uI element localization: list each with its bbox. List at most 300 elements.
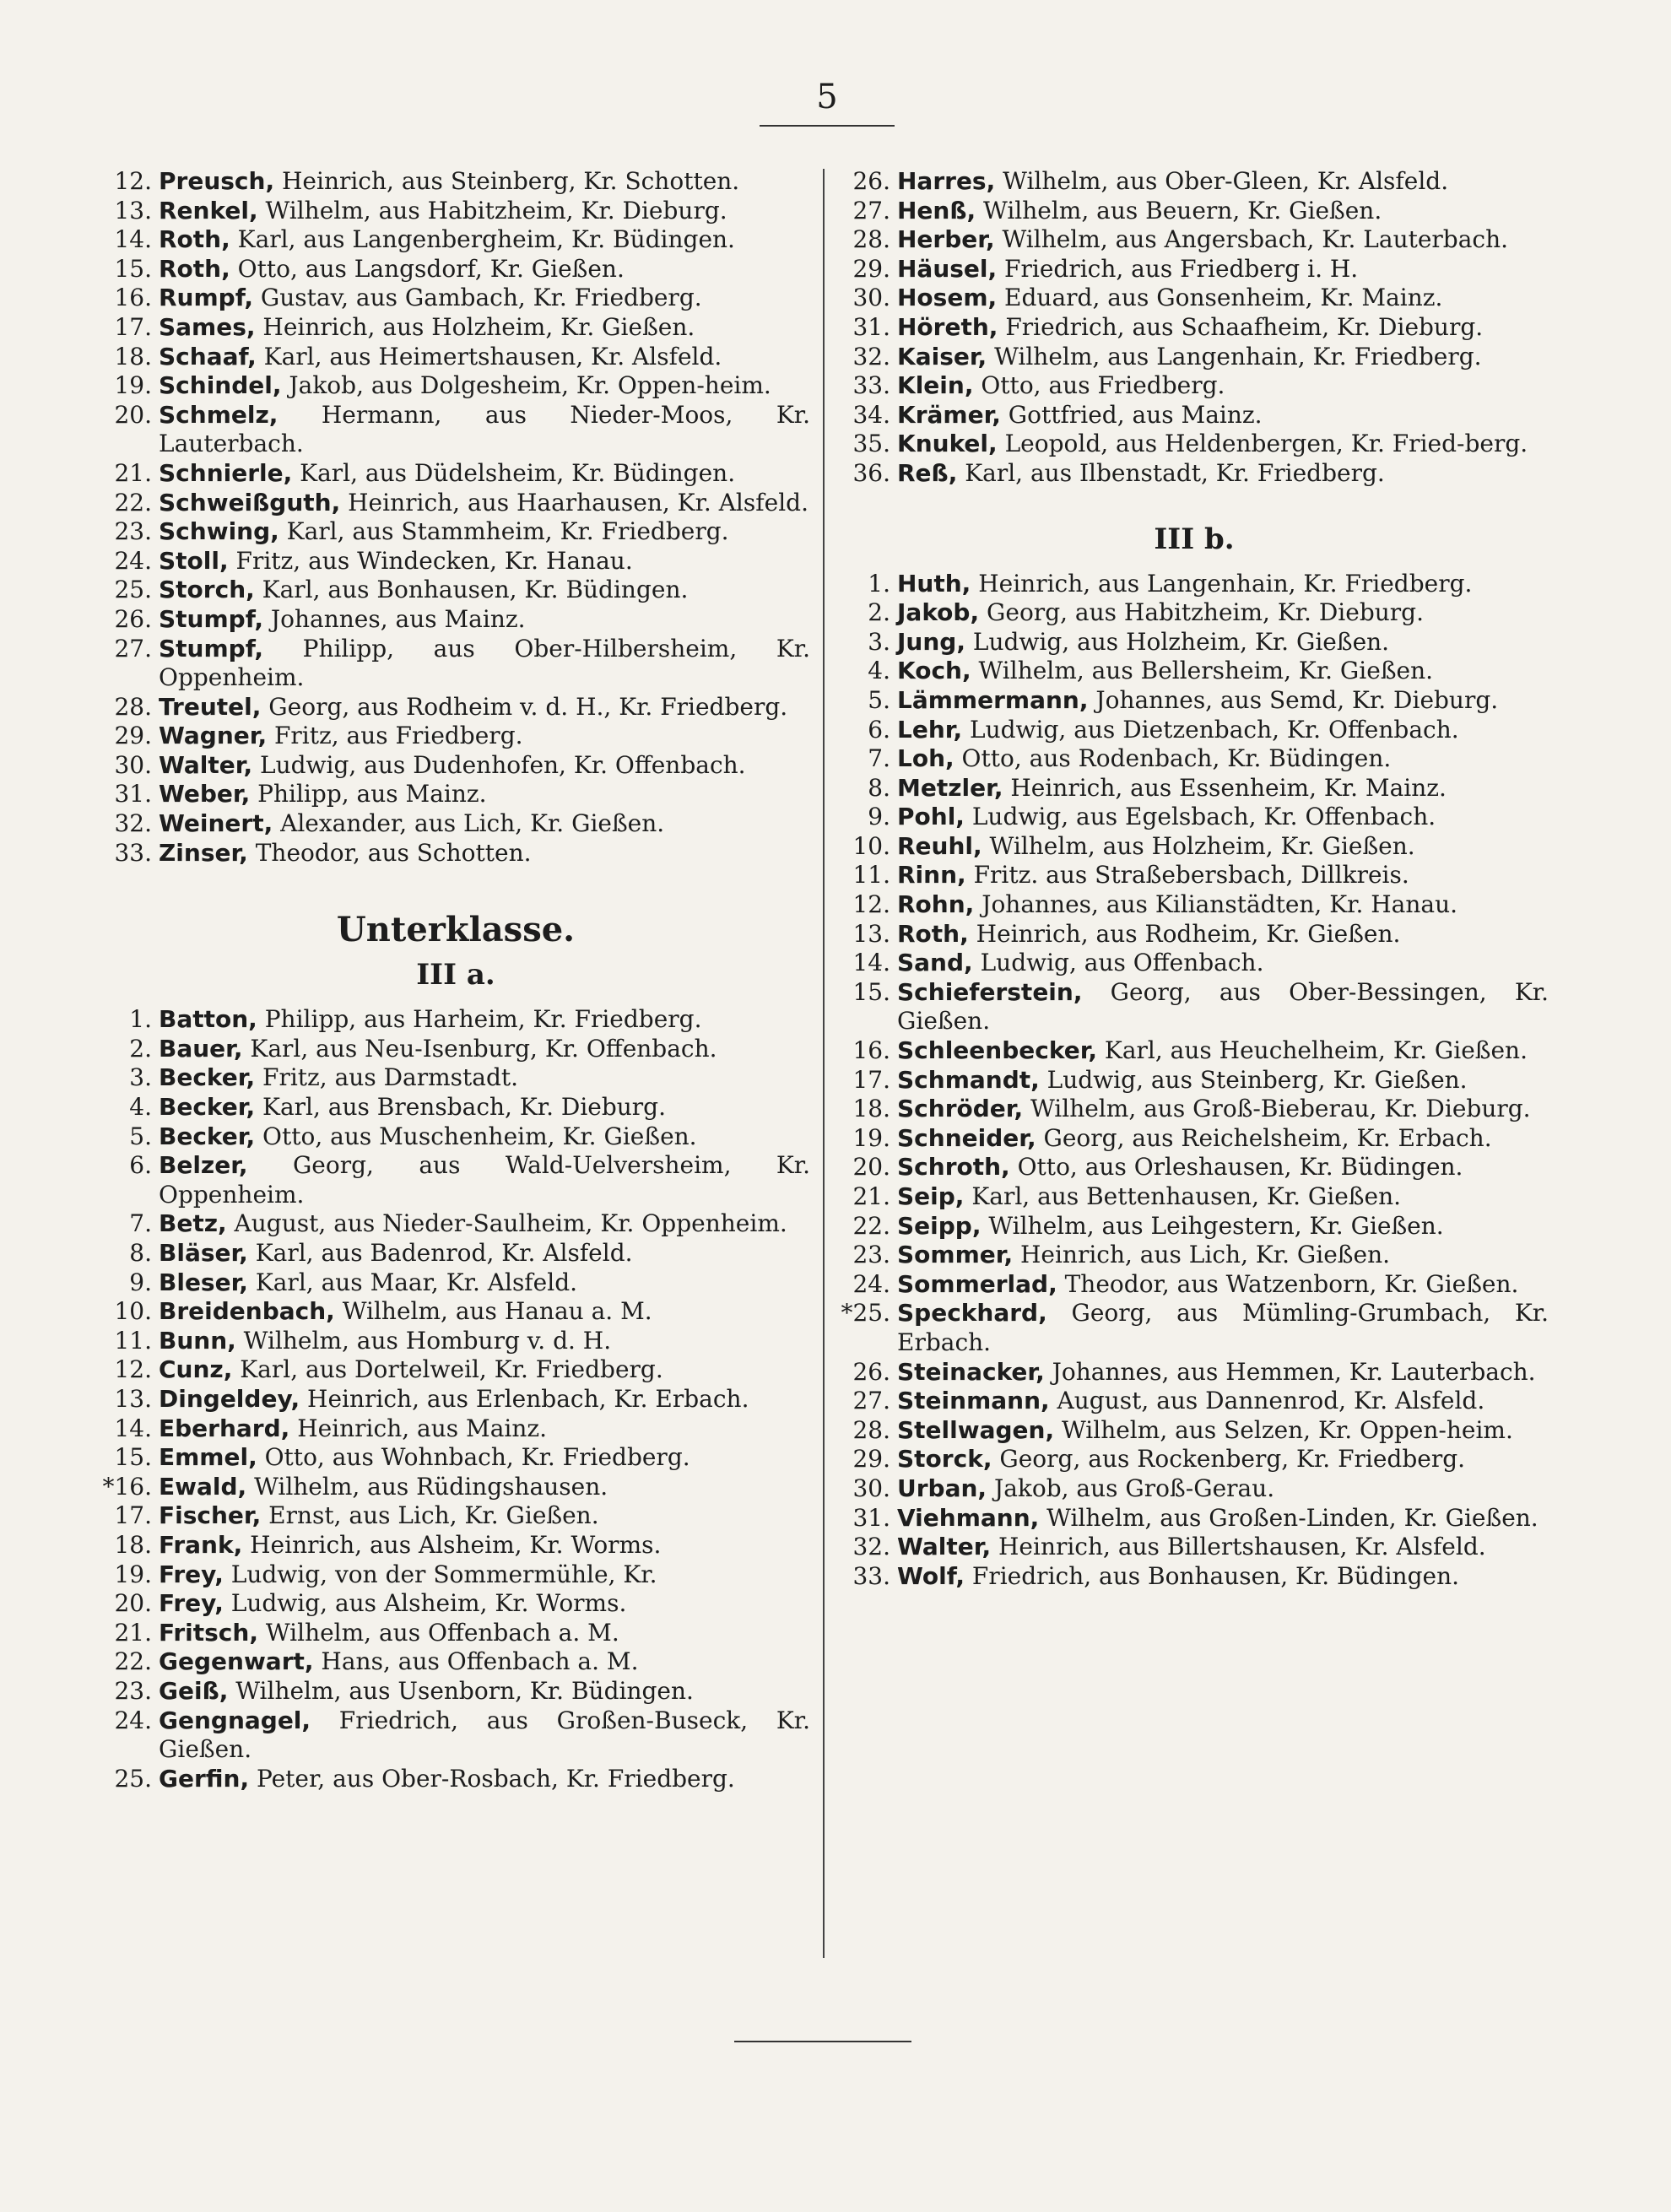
list-entry	[840, 197, 1549, 226]
list-entry	[101, 489, 810, 518]
list-entry	[840, 1445, 1549, 1474]
entry-surname: Schnierle,	[159, 458, 293, 487]
list-entry	[101, 1151, 810, 1209]
entry-details: Karl, aus Neu-Isenburg, Kr. Offenbach.	[242, 1034, 717, 1063]
list-entry	[101, 1122, 810, 1152]
entry-details: Heinrich, aus Holzheim, Kr. Gießen.	[255, 312, 695, 341]
entry-details: Fritz. aus Straßebersbach, Dillkreis.	[965, 861, 1409, 890]
entry-details: Otto, aus Muschenheim, Kr. Gießen.	[255, 1122, 697, 1150]
entry-surname: Renkel,	[159, 196, 258, 224]
entry-details: Friedrich, aus Bonhausen, Kr. Büdingen.	[965, 1561, 1460, 1590]
entry-details: Karl, aus Düdelsheim, Kr. Büdingen.	[292, 458, 736, 487]
entry-number: 28.	[852, 225, 890, 254]
list-entry	[840, 890, 1549, 920]
entry-surname: Schmandt,	[897, 1065, 1040, 1094]
entry-surname: Lämmermann,	[897, 685, 1089, 714]
list-entry	[101, 1473, 810, 1502]
entry-details: Karl, aus Bonhausen, Kr. Büdingen.	[254, 576, 689, 604]
entry-surname: Jakob,	[897, 598, 980, 627]
entry-details: Karl, aus Heimertshausen, Kr. Alsfeld.	[256, 342, 722, 370]
entry-details: Ludwig, aus Steinberg, Kr. Gießen.	[1039, 1065, 1468, 1094]
list-entry	[840, 1299, 1549, 1357]
right-entries-bottom	[840, 570, 1549, 1592]
entry-surname: Cunz,	[159, 1355, 233, 1384]
entry-surname: Schleenbecker,	[897, 1036, 1098, 1065]
entry-details: Ludwig, aus Egelsbach, Kr. Offenbach.	[964, 803, 1436, 831]
list-entry	[840, 313, 1549, 343]
entry-details: Ludwig, aus Alsheim, Kr. Worms.	[223, 1589, 627, 1618]
entry-surname: Schröder,	[897, 1095, 1024, 1123]
entry-details: Fritz, aus Darmstadt.	[255, 1063, 519, 1092]
list-entry	[101, 1355, 810, 1385]
entry-surname: Schieferstein,	[897, 977, 1083, 1006]
entry-number: 9.	[129, 1268, 152, 1296]
list-entry	[101, 284, 810, 313]
list-entry	[840, 628, 1549, 657]
entry-number: 6.	[868, 715, 890, 744]
entry-number: 15.	[114, 1443, 152, 1472]
entry-number: 4.	[129, 1093, 152, 1122]
list-entry	[101, 1501, 810, 1531]
entry-details: Wilhelm, aus Habitzheim, Kr. Dieburg.	[257, 196, 727, 224]
entry-number: 17.	[852, 1065, 890, 1094]
entry-number: 25.	[114, 576, 152, 604]
list-entry	[101, 1531, 810, 1560]
entry-number: 21.	[114, 1618, 152, 1647]
entry-surname: Urban,	[897, 1474, 987, 1502]
entry-number: 8.	[868, 773, 890, 802]
subsection-title-iiia: III a.	[416, 958, 495, 992]
entry-number: 18.	[114, 1530, 152, 1559]
entry-surname: Seipp,	[897, 1211, 982, 1240]
entry-surname: Schweißguth,	[159, 488, 341, 516]
list-entry	[840, 1387, 1549, 1416]
entry-surname: Henß,	[897, 196, 976, 224]
entry-number: 5.	[868, 685, 890, 714]
entry-details: Otto, aus Wohnbach, Kr. Friedberg.	[257, 1443, 690, 1472]
entry-number: 22.	[852, 1211, 890, 1240]
list-entry	[840, 949, 1549, 978]
list-entry	[101, 459, 810, 489]
entry-number: 30.	[114, 750, 152, 779]
entry-details: Wilhelm, aus Bellersheim, Kr. Gießen.	[971, 657, 1434, 685]
list-entry	[840, 1153, 1549, 1182]
entry-details: Heinrich, aus Steinberg, Kr. Schotten.	[274, 167, 740, 195]
entry-details: Eduard, aus Gonsenheim, Kr. Mainz.	[997, 284, 1443, 312]
entry-surname: Jung,	[897, 627, 965, 656]
list-entry	[840, 167, 1549, 197]
entry-surname: Schmelz,	[159, 400, 278, 429]
list-entry	[840, 861, 1549, 890]
entry-number: 3.	[868, 627, 890, 656]
entry-surname: Storck,	[897, 1445, 992, 1474]
list-entry	[840, 716, 1549, 745]
entry-number: 6.	[129, 1151, 152, 1180]
entry-number: 27.	[852, 1387, 890, 1415]
list-entry	[840, 1504, 1549, 1533]
list-entry	[101, 371, 810, 401]
entry-details: Ludwig, aus Dietzenbach, Kr. Offenbach.	[962, 715, 1459, 744]
entry-details: Ludwig, aus Offenbach.	[972, 949, 1264, 977]
entry-surname: Becker,	[159, 1093, 256, 1122]
header-rule	[760, 125, 895, 127]
entry-surname: Storch,	[159, 576, 255, 604]
list-entry	[840, 371, 1549, 401]
list-entry	[101, 1297, 810, 1327]
entry-details: Georg, aus Mümling-Grumbach, Kr. Erbach.	[897, 1299, 1549, 1356]
entry-surname: Sommer,	[897, 1241, 1014, 1269]
entry-number: 19.	[114, 371, 152, 400]
entry-surname: Bläser,	[159, 1239, 248, 1267]
list-entry	[101, 1619, 810, 1648]
entry-surname: Klein,	[897, 371, 974, 400]
entry-surname: Zinser,	[159, 838, 248, 867]
entry-details: August, aus Nieder-Saulheim, Kr. Oppenheim.	[226, 1209, 787, 1238]
entry-details: Heinrich, aus Alsheim, Kr. Worms.	[242, 1530, 662, 1559]
list-entry	[840, 1036, 1549, 1066]
entry-details: Gustav, aus Gambach, Kr. Friedberg.	[253, 284, 702, 312]
entry-surname: Fischer,	[159, 1501, 262, 1530]
entry-surname: Weber,	[159, 780, 251, 809]
entry-number: 13.	[114, 1384, 152, 1413]
list-entry	[840, 1358, 1549, 1387]
entry-details: Otto, aus Rodenbach, Kr. Büdingen.	[954, 744, 1392, 773]
left-entries-bottom	[101, 1005, 810, 1793]
list-entry	[840, 1212, 1549, 1241]
entry-surname: Wagner,	[159, 722, 268, 750]
list-entry	[101, 722, 810, 751]
list-entry	[840, 1562, 1549, 1592]
list-entry	[101, 1647, 810, 1677]
entry-number: 27.	[852, 196, 890, 224]
list-entry	[101, 1706, 810, 1765]
list-entry	[840, 1095, 1549, 1124]
entry-number: 21.	[852, 1182, 890, 1210]
entry-number: 11.	[852, 861, 890, 890]
entry-number: 19.	[114, 1560, 152, 1588]
list-entry	[101, 1677, 810, 1706]
entry-surname: Frank,	[159, 1530, 243, 1559]
entry-number: 29.	[852, 1445, 890, 1474]
list-entry	[101, 1443, 810, 1473]
entry-surname: Betz,	[159, 1209, 227, 1238]
list-entry	[840, 1270, 1549, 1300]
list-entry	[101, 1327, 810, 1356]
entry-details: Ernst, aus Lich, Kr. Gießen.	[261, 1501, 599, 1530]
entry-number: 32.	[114, 809, 152, 838]
entry-surname: Kaiser,	[897, 342, 987, 370]
entry-details: Wilhelm, aus Homburg v. d. H.	[235, 1326, 612, 1355]
list-entry	[840, 598, 1549, 628]
entry-details: Wilhelm, aus Leihgestern, Kr. Gießen.	[981, 1211, 1444, 1240]
entry-surname: Rinn,	[897, 861, 966, 890]
list-entry	[101, 1268, 810, 1298]
entry-number: 34.	[852, 400, 890, 429]
entry-details: Friedrich, aus Großen-Buseck, Kr. Gießen.	[159, 1706, 810, 1764]
entry-details: Wilhelm, aus Rüdingshausen.	[246, 1472, 608, 1501]
entry-surname: Geiß,	[159, 1676, 229, 1705]
list-entry	[101, 1093, 810, 1122]
entry-surname: Viehmann,	[897, 1503, 1040, 1532]
entry-details: Fritz, aus Friedberg.	[267, 722, 523, 750]
entry-number: 24.	[852, 1269, 890, 1298]
entry-surname: Preusch,	[159, 167, 275, 195]
entry-surname: Huth,	[897, 569, 971, 598]
entry-details: Johannes, aus Kilianstädten, Kr. Hanau.	[974, 890, 1458, 919]
entry-number: 16.	[114, 284, 152, 312]
entry-details: Otto, aus Langsdorf, Kr. Gießen.	[230, 254, 625, 283]
list-entry	[101, 1385, 810, 1414]
entry-surname: Stumpf,	[159, 634, 263, 663]
entry-details: Fritz, aus Windecken, Kr. Hanau.	[228, 546, 633, 575]
list-entry	[101, 1414, 810, 1444]
entry-surname: Schneider,	[897, 1123, 1036, 1152]
list-entry	[840, 978, 1549, 1036]
entry-number: 24.	[114, 546, 152, 575]
entry-details: Wilhelm, aus Offenbach a. M.	[257, 1618, 619, 1647]
entry-details: Philipp, aus Ober-Hilbersheim, Kr. Oppenheim.	[159, 634, 810, 692]
entry-details: Wilhelm, aus Großen-Linden, Kr. Gießen.	[1039, 1503, 1539, 1532]
entry-number: 12.	[114, 1355, 152, 1384]
entry-details: Wilhelm, aus Beuern, Kr. Gießen.	[976, 196, 1382, 224]
entry-surname: Häusel,	[897, 254, 998, 283]
entry-number: 32.	[852, 1533, 890, 1561]
list-entry	[101, 1035, 810, 1064]
entry-details: Alexander, aus Lich, Kr. Gießen.	[273, 809, 665, 838]
entry-details: Heinrich, aus Billertshausen, Kr. Alsfeld.	[991, 1533, 1486, 1561]
entry-surname: Wolf,	[897, 1561, 965, 1590]
entry-surname: Knukel,	[897, 430, 998, 458]
list-entry	[101, 517, 810, 547]
entry-number: 26.	[852, 167, 890, 195]
list-entry	[101, 780, 810, 809]
entry-surname: Walter,	[897, 1533, 992, 1561]
entry-number: 31.	[114, 780, 152, 809]
entry-surname: Höreth,	[897, 312, 998, 341]
entry-surname: Seip,	[897, 1182, 965, 1210]
entry-details: Georg, aus Rodheim v. d. H., Kr. Friedberg.	[261, 692, 788, 721]
list-entry	[101, 1063, 810, 1093]
entry-details: Ludwig, aus Holzheim, Kr. Gießen.	[965, 627, 1390, 656]
entry-surname: Lehr,	[897, 715, 963, 744]
entry-number: 18.	[852, 1095, 890, 1123]
list-entry	[840, 570, 1549, 599]
list-entry	[840, 459, 1549, 489]
entry-number: *16.	[102, 1472, 152, 1501]
entry-number: 30.	[852, 284, 890, 312]
entry-surname: Sand,	[897, 949, 973, 977]
list-entry	[101, 1209, 810, 1239]
entry-number: 8.	[129, 1239, 152, 1267]
entry-surname: Harres,	[897, 167, 996, 195]
entry-number: 15.	[852, 977, 890, 1006]
list-entry	[840, 774, 1549, 803]
entry-surname: Stoll,	[159, 546, 229, 575]
entry-surname: Walter,	[159, 750, 253, 779]
entry-surname: Dingeldey,	[159, 1384, 300, 1413]
entry-number: 17.	[114, 312, 152, 341]
entry-surname: Batton,	[159, 1005, 257, 1034]
list-entry	[101, 809, 810, 839]
entry-details: Georg, aus Ober-Bessingen, Kr. Gießen.	[897, 977, 1549, 1036]
entry-details: Wilhelm, aus Groß-Bieberau, Kr. Dieburg.	[1023, 1095, 1531, 1123]
entry-details: Georg, aus Reichelsheim, Kr. Erbach.	[1036, 1123, 1492, 1152]
entry-details: Karl, aus Maar, Kr. Alsfeld.	[247, 1268, 578, 1296]
entry-details: Johannes, aus Mainz.	[263, 604, 526, 633]
list-entry	[840, 803, 1549, 832]
entry-number: 24.	[114, 1706, 152, 1734]
list-entry	[101, 313, 810, 343]
entry-number: 28.	[114, 692, 152, 721]
list-entry	[840, 686, 1549, 716]
entry-number: 9.	[868, 803, 890, 831]
entry-surname: Reß,	[897, 458, 958, 487]
entry-details: Karl, aus Langenbergheim, Kr. Büdingen.	[230, 225, 735, 254]
list-entry	[101, 197, 810, 226]
entry-surname: Hosem,	[897, 284, 998, 312]
entry-number: 25.	[114, 1764, 152, 1793]
entry-number: 7.	[129, 1209, 152, 1238]
entry-details: Karl, aus Bettenhausen, Kr. Gießen.	[964, 1182, 1401, 1210]
entry-surname: Becker,	[159, 1122, 256, 1150]
entry-surname: Treutel,	[159, 692, 262, 721]
entry-details: Heinrich, aus Langenhain, Kr. Friedberg.	[971, 569, 1473, 598]
entry-surname: Emmel,	[159, 1443, 257, 1472]
list-entry	[840, 1533, 1549, 1562]
list-entry	[101, 255, 810, 284]
entry-number: 20.	[114, 400, 152, 429]
entry-surname: Schroth,	[897, 1153, 1010, 1182]
list-entry	[840, 1241, 1549, 1270]
list-entry	[101, 576, 810, 605]
entry-details: Johannes, aus Hemmen, Kr. Lauterbach.	[1044, 1357, 1536, 1386]
entry-details: Johannes, aus Semd, Kr. Dieburg.	[1088, 685, 1499, 714]
entry-details: Jakob, aus Dolgesheim, Kr. Oppen-heim.	[281, 371, 771, 400]
entry-surname: Bunn,	[159, 1326, 236, 1355]
entry-surname: Becker,	[159, 1063, 256, 1092]
entry-surname: Bleser,	[159, 1268, 248, 1296]
section-title: Unterklasse.	[336, 910, 576, 950]
entry-number: 26.	[114, 604, 152, 633]
entry-surname: Koch,	[897, 657, 971, 685]
entry-surname: Metzler,	[897, 773, 1003, 802]
entry-number: 23.	[114, 517, 152, 546]
entry-surname: Sommerlad,	[897, 1269, 1057, 1298]
entry-details: Philipp, aus Mainz.	[250, 780, 487, 809]
entry-details: August, aus Dannenrod, Kr. Alsfeld.	[1049, 1387, 1485, 1415]
entry-number: 29.	[114, 722, 152, 750]
list-entry	[840, 1124, 1549, 1154]
entry-details: Georg, aus Rockenberg, Kr. Friedberg.	[992, 1445, 1466, 1474]
entry-details: Peter, aus Ober-Rosbach, Kr. Friedberg.	[249, 1764, 735, 1793]
left-column	[101, 167, 810, 1793]
entry-number: 26.	[852, 1357, 890, 1386]
entry-number: *25.	[841, 1299, 890, 1328]
column-divider	[823, 169, 825, 1958]
entry-number: 15.	[114, 254, 152, 283]
entry-details: Wilhelm, aus Hanau a. M.	[334, 1297, 652, 1326]
entry-details: Gottfried, aus Mainz.	[1000, 400, 1263, 429]
list-entry	[101, 1005, 810, 1035]
entry-surname: Reuhl,	[897, 831, 982, 860]
entry-number: 33.	[852, 371, 890, 400]
entry-details: Karl, aus Heuchelheim, Kr. Gießen.	[1097, 1036, 1528, 1065]
list-entry	[101, 225, 810, 255]
entry-number: 36.	[852, 458, 890, 487]
entry-details: Hermann, aus Nieder-Moos, Kr. Lauterbach.	[159, 400, 810, 458]
entry-surname: Ewald,	[159, 1472, 247, 1501]
entry-surname: Fritsch,	[159, 1618, 258, 1647]
entry-number: 3.	[129, 1063, 152, 1092]
entry-number: 12.	[852, 890, 890, 919]
list-entry	[101, 635, 810, 693]
entry-surname: Eberhard,	[159, 1414, 290, 1442]
entry-number: 13.	[852, 919, 890, 948]
list-entry	[840, 1474, 1549, 1504]
list-entry	[840, 1066, 1549, 1095]
entry-details: Ludwig, von der Sommermühle, Kr.	[223, 1560, 657, 1588]
list-entry	[101, 839, 810, 868]
entry-number: 14.	[114, 225, 152, 254]
entry-surname: Steinmann,	[897, 1387, 1050, 1415]
entry-surname: Roth,	[159, 254, 230, 283]
list-entry	[840, 832, 1549, 862]
list-entry	[840, 920, 1549, 949]
entry-details: Philipp, aus Harheim, Kr. Friedberg.	[257, 1005, 702, 1034]
entry-number: 13.	[114, 196, 152, 224]
list-entry	[101, 605, 810, 635]
entry-number: 30.	[852, 1474, 890, 1502]
footer-rule	[734, 2041, 911, 2042]
entry-number: 18.	[114, 342, 152, 370]
entry-details: Jakob, aus Groß-Gerau.	[987, 1474, 1275, 1502]
list-entry	[840, 225, 1549, 255]
entry-number: 14.	[114, 1414, 152, 1442]
entry-details: Friedrich, aus Friedberg i. H.	[997, 254, 1359, 283]
entry-details: Karl, aus Ilbenstadt, Kr. Friedberg.	[957, 458, 1385, 487]
entry-number: 10.	[852, 831, 890, 860]
entry-number: 32.	[852, 342, 890, 370]
entry-details: Otto, aus Orleshausen, Kr. Büdingen.	[1009, 1153, 1463, 1182]
subsection-title-iiib: III b.	[1154, 522, 1235, 556]
entry-details: Georg, aus Wald-Uelversheim, Kr. Oppenheim.	[159, 1151, 810, 1209]
entry-details: Heinrich, aus Haarhausen, Kr. Alsfeld.	[340, 488, 808, 516]
entry-surname: Frey,	[159, 1560, 224, 1588]
list-entry	[101, 167, 810, 197]
entry-surname: Schwing,	[159, 517, 279, 546]
list-entry	[101, 1239, 810, 1268]
list-entry	[840, 744, 1549, 774]
entry-number: 33.	[114, 838, 152, 867]
entry-details: Theodor, aus Watzenborn, Kr. Gießen.	[1057, 1269, 1519, 1298]
entry-number: 4.	[868, 657, 890, 685]
right-column	[840, 167, 1549, 1591]
entry-number: 1.	[868, 569, 890, 598]
list-entry	[101, 1589, 810, 1619]
entry-surname: Pohl,	[897, 803, 965, 831]
list-entry	[840, 430, 1549, 459]
entry-number: 2.	[868, 598, 890, 627]
list-entry	[101, 1560, 810, 1590]
entry-surname: Rumpf,	[159, 284, 253, 312]
entry-number: 2.	[129, 1034, 152, 1063]
entry-number: 1.	[129, 1005, 152, 1034]
list-entry	[101, 547, 810, 576]
entry-details: Wilhelm, aus Angersbach, Kr. Lauterbach.	[994, 225, 1509, 254]
entry-details: Theodor, aus Schotten.	[247, 838, 532, 867]
entry-surname: Bauer,	[159, 1034, 243, 1063]
entry-number: 14.	[852, 949, 890, 977]
